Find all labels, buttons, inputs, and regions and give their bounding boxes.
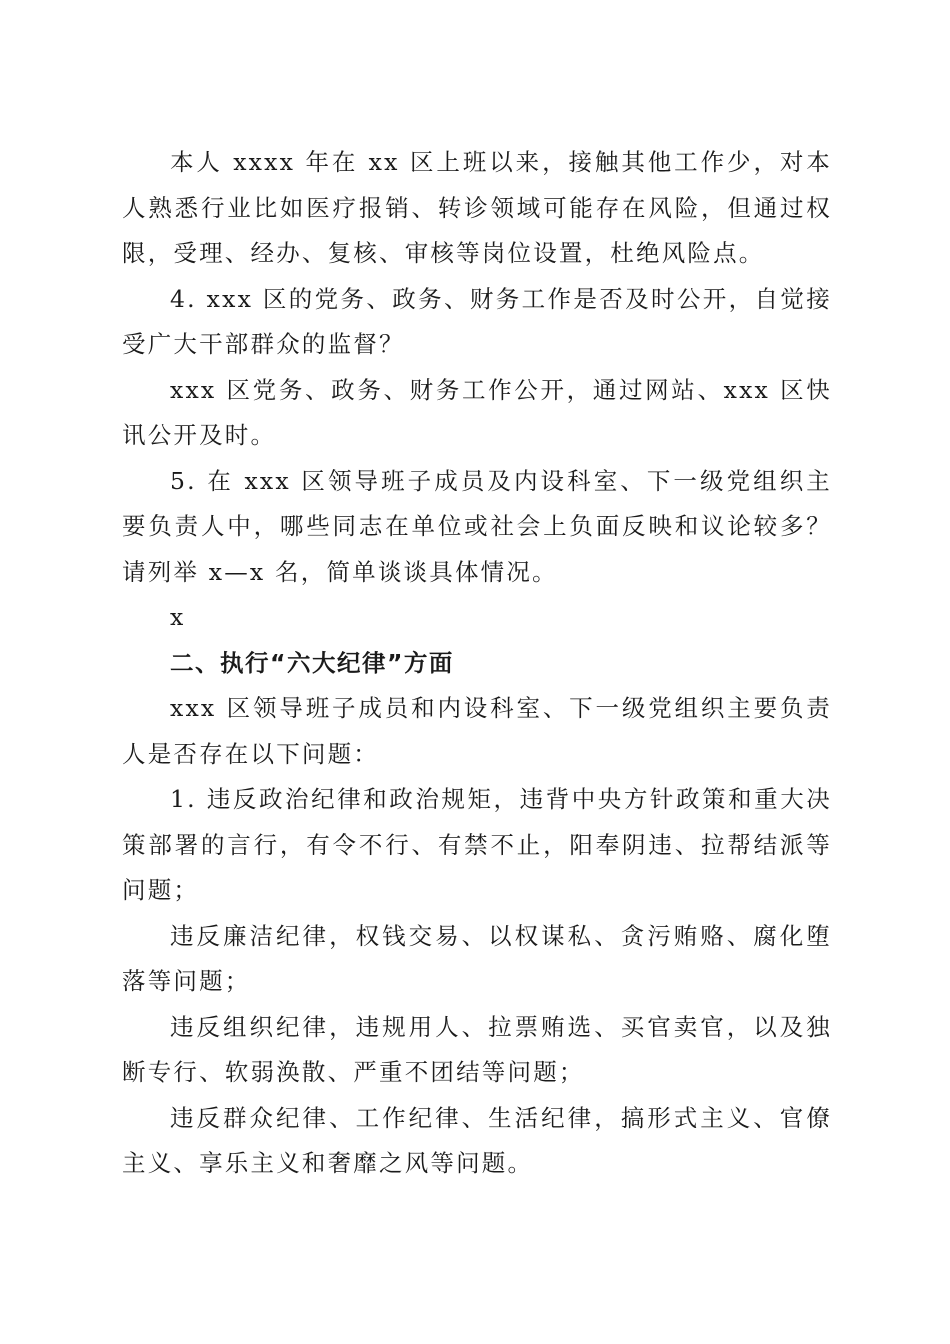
paragraph-organizational-discipline: 违反组织纪律，违规用人、拉票贿选、买官卖官，以及独断专行、软弱涣散、严重不团结等问题； (122, 1012, 832, 1086)
paragraph-risk-answer: 本人 xxxx 年在 xx 区上班以来，接触其他工作少，对本人熟悉行业比如医疗报销、转诊领域可能存在风险，但通过权限，受理、经办、复核、审核等岗位设置，杜绝风险点。 (122, 148, 832, 267)
paragraph-question-4: 4. xxx 区的党务、政务、财务工作是否及时公开，自觉接受广大干部群众的监督？ (122, 284, 832, 358)
paragraph-question-5: 5. 在 xxx 区领导班子成员及内设科室、下一级党组织主要负责人中，哪些同志在单位或社会上负面反映和议论较多？请列举 x—x 名，简单谈谈具体情况。 (122, 466, 832, 586)
paragraph-mass-discipline: 违反群众纪律、工作纪律、生活纪律，搞形式主义、官僚主义、享乐主义和奢靡之风等问题。 (122, 1103, 832, 1177)
paragraph-answer-4: xxx 区党务、政务、财务工作公开，通过网站、xxx 区快讯公开及时。 (122, 375, 832, 449)
paragraph-section-intro: xxx 区领导班子成员和内设科室、下一级党组织主要负责人是否存在以下问题： (122, 694, 832, 768)
document-body (122, 140, 832, 1187)
paragraph-answer-5: x (170, 603, 186, 631)
paragraph-integrity-discipline: 违反廉洁纪律，权钱交易、以权谋私、贪污贿赂、腐化堕落等问题； (122, 921, 832, 995)
section-heading: 二、执行“六大纪律”方面 (170, 648, 454, 677)
paragraph-political-discipline: 1. 违反政治纪律和政治规矩，违背中央方针政策和重大决策部署的言行，有令不行、有禁不止，阳奉阴违、拉帮结派等问题； (122, 785, 832, 904)
